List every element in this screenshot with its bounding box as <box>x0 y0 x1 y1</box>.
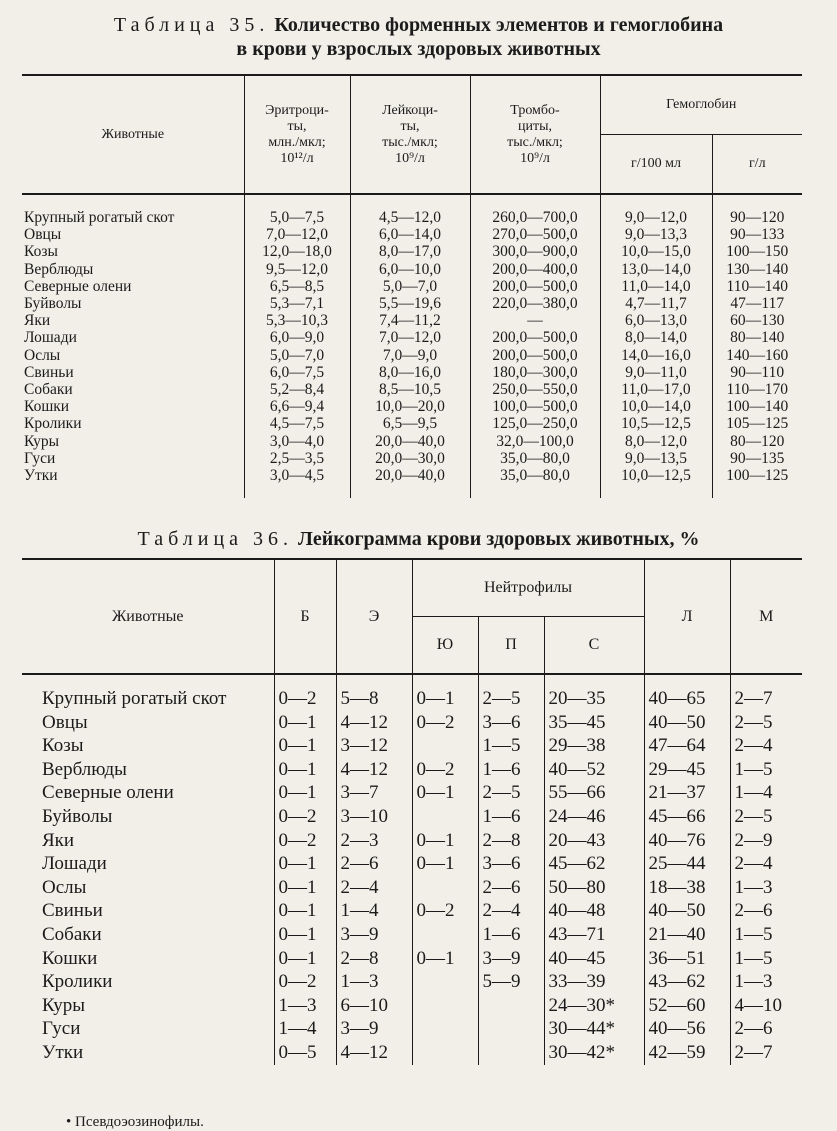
value-cell: 5,0—7,0 <box>244 347 350 364</box>
value-cell: 250,0—550,0 <box>470 381 600 398</box>
value-cell: 200,0—500,0 <box>470 347 600 364</box>
value-cell: 0—2 <box>274 805 336 829</box>
animal-name-cell: Лошади <box>24 329 77 347</box>
animal-name-cell: Верблюды <box>42 758 127 780</box>
value-cell: 200,0—400,0 <box>470 261 600 278</box>
value-cell: 2,5—3,5 <box>244 450 350 467</box>
table35-row <box>22 295 802 312</box>
col-neutrophils: Нейтрофилы <box>412 560 644 617</box>
animal-name-cell: Козы <box>42 735 84 757</box>
table36-row <box>22 711 802 735</box>
value-cell: 2—8 <box>478 829 544 853</box>
value-cell: 0—5 <box>274 1041 336 1065</box>
animal-name-cell: Овцы <box>24 226 62 244</box>
value-cell: 5,5—19,6 <box>350 295 470 312</box>
animal-name-cell: Ослы <box>42 876 87 898</box>
value-cell: 55—66 <box>544 781 644 805</box>
table35-row <box>22 329 802 346</box>
animal-name-cell: Утки <box>24 467 58 485</box>
value-cell: 0—2 <box>412 711 478 735</box>
animal-name-cell: Утки <box>42 1041 84 1063</box>
col-band: П <box>478 617 544 675</box>
value-cell: 110—170 <box>712 381 802 398</box>
value-cell: 130—140 <box>712 261 802 278</box>
value-cell: 2—6 <box>336 852 412 876</box>
col-young: Ю <box>412 617 478 675</box>
value-cell <box>412 805 478 829</box>
value-cell: 10,0—15,0 <box>600 243 712 260</box>
table36-title: Лейкограмма крови здоровых животных, % <box>298 528 700 550</box>
value-cell: 6,0—7,5 <box>244 364 350 381</box>
animal-name-cell: Северные олени <box>24 277 132 295</box>
value-cell: 24—30* <box>544 994 644 1018</box>
value-cell: 0—2 <box>274 970 336 994</box>
value-cell: 24—46 <box>544 805 644 829</box>
animal-name-cell: Кошки <box>24 398 70 416</box>
value-cell: 40—48 <box>544 899 644 923</box>
value-cell: 0—1 <box>274 923 336 947</box>
value-cell: 42—59 <box>644 1041 730 1065</box>
value-cell: 35,0—80,0 <box>470 467 600 498</box>
col-leukocytes: Лейкоци- ты, тыс./мкл; 10⁹/л <box>350 76 470 194</box>
value-cell: 45—66 <box>644 805 730 829</box>
animal-name-cell: Гуси <box>24 449 56 467</box>
value-cell: 140—160 <box>712 347 802 364</box>
animal-name-cell: Буйволы <box>42 805 113 827</box>
value-cell: 2—6 <box>478 876 544 900</box>
table36-row <box>22 876 802 900</box>
value-cell: 0—2 <box>274 674 336 711</box>
table35 <box>22 76 802 498</box>
col-hb-gl: г/л <box>712 135 802 195</box>
table36-row <box>22 734 802 758</box>
value-cell: 7,4—11,2 <box>350 312 470 329</box>
value-cell: 4—10 <box>730 994 802 1018</box>
value-cell: 4—12 <box>336 758 412 782</box>
value-cell: 11,0—17,0 <box>600 381 712 398</box>
value-cell: 40—56 <box>644 1017 730 1041</box>
value-cell: 1—5 <box>730 947 802 971</box>
table36-row <box>22 947 802 971</box>
table35-caption <box>0 14 837 36</box>
animal-name-cell: Крупный рогатый скот <box>24 209 175 226</box>
value-cell: 9,0—13,3 <box>600 226 712 243</box>
animal-name-cell: Гуси <box>42 1018 81 1040</box>
value-cell: 2—5 <box>730 805 802 829</box>
value-cell: 1—3 <box>730 876 802 900</box>
value-cell: 180,0—300,0 <box>470 364 600 381</box>
value-cell: 1—6 <box>478 758 544 782</box>
value-cell: 40—52 <box>544 758 644 782</box>
value-cell: 36—51 <box>644 947 730 971</box>
value-cell: 3,0—4,5 <box>244 467 350 498</box>
table35-row <box>22 467 802 498</box>
animal-name-cell: Собаки <box>24 381 73 399</box>
value-cell: 10,5—12,5 <box>600 415 712 432</box>
animal-name-cell: Буйволы <box>24 295 82 313</box>
animal-name-cell: Ослы <box>24 346 61 364</box>
value-cell: 4—12 <box>336 711 412 735</box>
value-cell: 0—1 <box>412 829 478 853</box>
table35-row <box>22 381 802 398</box>
value-cell: 0—1 <box>274 711 336 735</box>
value-cell: 270,0—500,0 <box>470 226 600 243</box>
value-cell: 21—37 <box>644 781 730 805</box>
value-cell: 8,5—10,5 <box>350 381 470 398</box>
col-animals: Животные <box>101 126 165 142</box>
table36-row <box>22 674 802 711</box>
value-cell: 9,0—13,5 <box>600 450 712 467</box>
table36-row <box>22 852 802 876</box>
value-cell: 20,0—40,0 <box>350 467 470 498</box>
value-cell: 6—10 <box>336 994 412 1018</box>
value-cell: 2—5 <box>478 674 544 711</box>
value-cell: 10,0—14,0 <box>600 398 712 415</box>
table36-row <box>22 805 802 829</box>
value-cell: 2—4 <box>478 899 544 923</box>
value-cell: 0—2 <box>412 899 478 923</box>
value-cell: 40—65 <box>644 674 730 711</box>
value-cell: 20,0—30,0 <box>350 450 470 467</box>
value-cell: 2—5 <box>478 781 544 805</box>
value-cell <box>478 1017 544 1041</box>
animal-name-cell: Кролики <box>42 971 113 993</box>
value-cell: 2—7 <box>730 674 802 711</box>
value-cell: 1—3 <box>730 970 802 994</box>
value-cell: 8,0—14,0 <box>600 329 712 346</box>
value-cell: 1—5 <box>478 734 544 758</box>
value-cell: 29—45 <box>644 758 730 782</box>
table35-row <box>22 415 802 432</box>
table36-row <box>22 781 802 805</box>
value-cell: 35,0—80,0 <box>470 450 600 467</box>
value-cell: 40—45 <box>544 947 644 971</box>
value-cell: 100—140 <box>712 398 802 415</box>
value-cell: 21—40 <box>644 923 730 947</box>
value-cell: 4,5—7,5 <box>244 415 350 432</box>
value-cell: 1—4 <box>730 781 802 805</box>
value-cell: 0—1 <box>412 781 478 805</box>
value-cell: 3,0—4,0 <box>244 433 350 450</box>
value-cell: 1—5 <box>730 923 802 947</box>
value-cell <box>412 970 478 994</box>
value-cell: 2—6 <box>730 899 802 923</box>
col-monocytes: М <box>730 560 802 674</box>
value-cell: 7,0—12,0 <box>244 226 350 243</box>
value-cell: 50—80 <box>544 876 644 900</box>
value-cell: 5—8 <box>336 674 412 711</box>
value-cell: 2—9 <box>730 829 802 853</box>
value-cell: 6,6—9,4 <box>244 398 350 415</box>
table35-body <box>22 194 802 498</box>
value-cell: 100—150 <box>712 243 802 260</box>
value-cell: 110—140 <box>712 278 802 295</box>
value-cell <box>412 1017 478 1041</box>
table36-row <box>22 1041 802 1065</box>
value-cell: 0—1 <box>412 674 478 711</box>
animal-name-cell: Овцы <box>42 711 88 733</box>
value-cell <box>412 1041 478 1065</box>
value-cell: 80—140 <box>712 329 802 346</box>
table35-row <box>22 261 802 278</box>
value-cell <box>478 994 544 1018</box>
value-cell: — <box>470 312 600 329</box>
col-thrombocytes: Тромбо- циты, тыс./мкл; 10⁹/л <box>470 76 600 194</box>
value-cell: 2—5 <box>730 711 802 735</box>
value-cell: 18—38 <box>644 876 730 900</box>
value-cell: 9,0—12,0 <box>600 194 712 226</box>
value-cell: 5,3—7,1 <box>244 295 350 312</box>
value-cell: 5,2—8,4 <box>244 381 350 398</box>
value-cell: 6,0—10,0 <box>350 261 470 278</box>
table36-row <box>22 994 802 1018</box>
footnote: • Псевдоэозинофилы. <box>66 1114 204 1130</box>
col-lymphocytes: Л <box>644 560 730 674</box>
value-cell: 40—76 <box>644 829 730 853</box>
value-cell: 3—10 <box>336 805 412 829</box>
value-cell: 0—1 <box>274 781 336 805</box>
animal-name-cell: Верблюды <box>24 260 94 278</box>
value-cell: 5,3—10,3 <box>244 312 350 329</box>
value-cell: 3—9 <box>336 1017 412 1041</box>
value-cell: 260,0—700,0 <box>470 194 600 226</box>
value-cell: 300,0—900,0 <box>470 243 600 260</box>
value-cell: 5,0—7,0 <box>350 278 470 295</box>
value-cell: 3—6 <box>478 711 544 735</box>
value-cell: 0—1 <box>274 734 336 758</box>
value-cell: 0—1 <box>274 947 336 971</box>
value-cell: 8,0—16,0 <box>350 364 470 381</box>
value-cell: 29—38 <box>544 734 644 758</box>
value-cell: 90—135 <box>712 450 802 467</box>
value-cell: 7,0—12,0 <box>350 329 470 346</box>
table36-body <box>22 674 802 1065</box>
value-cell: 0—1 <box>274 899 336 923</box>
value-cell: 125,0—250,0 <box>470 415 600 432</box>
value-cell: 20—35 <box>544 674 644 711</box>
animal-name-cell: Лошади <box>42 853 107 875</box>
col-erythrocytes: Эритроци- ты, млн./мкл; 10¹²/л <box>244 76 350 194</box>
value-cell: 47—117 <box>712 295 802 312</box>
animal-name-cell: Кошки <box>42 947 98 969</box>
table35-row <box>22 433 802 450</box>
value-cell: 1—4 <box>274 1017 336 1041</box>
animal-name-cell: Куры <box>42 994 86 1016</box>
animal-name-cell: Свиньи <box>24 363 74 381</box>
value-cell <box>412 876 478 900</box>
value-cell: 10,0—20,0 <box>350 398 470 415</box>
value-cell: 2—6 <box>730 1017 802 1041</box>
value-cell: 0—1 <box>412 947 478 971</box>
col-basophils: Б <box>274 560 336 674</box>
value-cell: 1—4 <box>336 899 412 923</box>
table36 <box>22 560 802 1065</box>
value-cell: 45—62 <box>544 852 644 876</box>
table35-label: Таблица 35. <box>113 14 270 36</box>
value-cell: 6,0—14,0 <box>350 226 470 243</box>
table36-row <box>22 923 802 947</box>
table36-row <box>22 829 802 853</box>
value-cell: 200,0—500,0 <box>470 329 600 346</box>
value-cell: 8,0—12,0 <box>600 433 712 450</box>
value-cell: 7,0—9,0 <box>350 347 470 364</box>
table36-row <box>22 1017 802 1041</box>
animal-name-cell: Северные олени <box>42 782 174 804</box>
value-cell: 0—2 <box>274 829 336 853</box>
table35-row <box>22 194 802 226</box>
value-cell: 0—2 <box>412 758 478 782</box>
value-cell: 2—4 <box>730 734 802 758</box>
value-cell <box>412 734 478 758</box>
value-cell: 30—42* <box>544 1041 644 1065</box>
value-cell: 100—125 <box>712 467 802 498</box>
value-cell: 2—3 <box>336 829 412 853</box>
animal-name-cell: Кролики <box>24 415 82 433</box>
value-cell: 1—3 <box>274 994 336 1018</box>
value-cell: 200,0—500,0 <box>470 278 600 295</box>
value-cell: 47—64 <box>644 734 730 758</box>
value-cell: 3—9 <box>336 923 412 947</box>
table35-row <box>22 312 802 329</box>
value-cell: 80—120 <box>712 433 802 450</box>
value-cell: 9,0—11,0 <box>600 364 712 381</box>
value-cell: 0—1 <box>274 852 336 876</box>
value-cell: 6,0—13,0 <box>600 312 712 329</box>
col-animals: Животные <box>111 607 184 625</box>
table35-row <box>22 450 802 467</box>
table35-title-line2: в крови у взрослых здоровых животных <box>236 38 601 60</box>
value-cell: 2—4 <box>730 852 802 876</box>
animal-name-cell: Яки <box>24 312 51 330</box>
value-cell: 9,5—12,0 <box>244 261 350 278</box>
animal-name-cell: Яки <box>42 829 75 851</box>
col-eosinophils: Э <box>336 560 412 674</box>
value-cell: 90—120 <box>712 194 802 226</box>
table35-row <box>22 398 802 415</box>
value-cell: 0—1 <box>274 758 336 782</box>
value-cell <box>412 923 478 947</box>
value-cell: 6,0—9,0 <box>244 329 350 346</box>
value-cell: 6,5—8,5 <box>244 278 350 295</box>
value-cell: 8,0—17,0 <box>350 243 470 260</box>
animal-name-cell: Свиньи <box>42 900 103 922</box>
value-cell: 33—39 <box>544 970 644 994</box>
value-cell: 2—7 <box>730 1041 802 1065</box>
table36-row <box>22 899 802 923</box>
value-cell: 1—6 <box>478 805 544 829</box>
table35-title-line1: Количество форменных элементов и гемоглобина <box>274 14 724 36</box>
value-cell: 40—50 <box>644 711 730 735</box>
table36-row <box>22 970 802 994</box>
table36-label: Таблица 36. <box>137 528 294 550</box>
table35-row <box>22 226 802 243</box>
value-cell: 10,0—12,5 <box>600 467 712 498</box>
table36-row <box>22 758 802 782</box>
animal-name-cell: Козы <box>24 243 58 261</box>
value-cell: 4,7—11,7 <box>600 295 712 312</box>
value-cell: 12,0—18,0 <box>244 243 350 260</box>
value-cell: 3—9 <box>478 947 544 971</box>
value-cell: 0—1 <box>274 876 336 900</box>
table35-row <box>22 243 802 260</box>
value-cell: 52—60 <box>644 994 730 1018</box>
value-cell: 6,5—9,5 <box>350 415 470 432</box>
value-cell: 60—130 <box>712 312 802 329</box>
value-cell: 1—6 <box>478 923 544 947</box>
value-cell: 30—44* <box>544 1017 644 1041</box>
value-cell: 4—12 <box>336 1041 412 1065</box>
animal-name-cell: Куры <box>24 432 60 450</box>
table36-caption <box>0 528 837 550</box>
value-cell: 43—62 <box>644 970 730 994</box>
value-cell: 40—50 <box>644 899 730 923</box>
value-cell: 100,0—500,0 <box>470 398 600 415</box>
table35-row <box>22 364 802 381</box>
value-cell: 1—3 <box>336 970 412 994</box>
value-cell: 13,0—14,0 <box>600 261 712 278</box>
value-cell: 0—1 <box>412 852 478 876</box>
value-cell: 25—44 <box>644 852 730 876</box>
value-cell: 2—8 <box>336 947 412 971</box>
value-cell: 220,0—380,0 <box>470 295 600 312</box>
value-cell: 105—125 <box>712 415 802 432</box>
value-cell <box>412 994 478 1018</box>
col-segmented: С <box>544 617 644 675</box>
animal-name-cell: Крупный рогатый скот <box>42 688 227 709</box>
value-cell: 32,0—100,0 <box>470 433 600 450</box>
value-cell: 11,0—14,0 <box>600 278 712 295</box>
value-cell: 2—4 <box>336 876 412 900</box>
value-cell: 20,0—40,0 <box>350 433 470 450</box>
value-cell: 14,0—16,0 <box>600 347 712 364</box>
value-cell: 3—12 <box>336 734 412 758</box>
value-cell: 1—5 <box>730 758 802 782</box>
value-cell: 3—7 <box>336 781 412 805</box>
value-cell: 43—71 <box>544 923 644 947</box>
value-cell <box>478 1041 544 1065</box>
value-cell: 35—45 <box>544 711 644 735</box>
value-cell: 5,0—7,5 <box>244 194 350 226</box>
col-hb-g100ml: г/100 мл <box>600 135 712 195</box>
value-cell: 4,5—12,0 <box>350 194 470 226</box>
col-hemoglobin: Гемоглобин <box>600 76 802 135</box>
value-cell: 90—110 <box>712 364 802 381</box>
value-cell: 5—9 <box>478 970 544 994</box>
animal-name-cell: Собаки <box>42 923 102 945</box>
value-cell: 20—43 <box>544 829 644 853</box>
table35-row <box>22 347 802 364</box>
table35-row <box>22 278 802 295</box>
value-cell: 90—133 <box>712 226 802 243</box>
value-cell: 3—6 <box>478 852 544 876</box>
